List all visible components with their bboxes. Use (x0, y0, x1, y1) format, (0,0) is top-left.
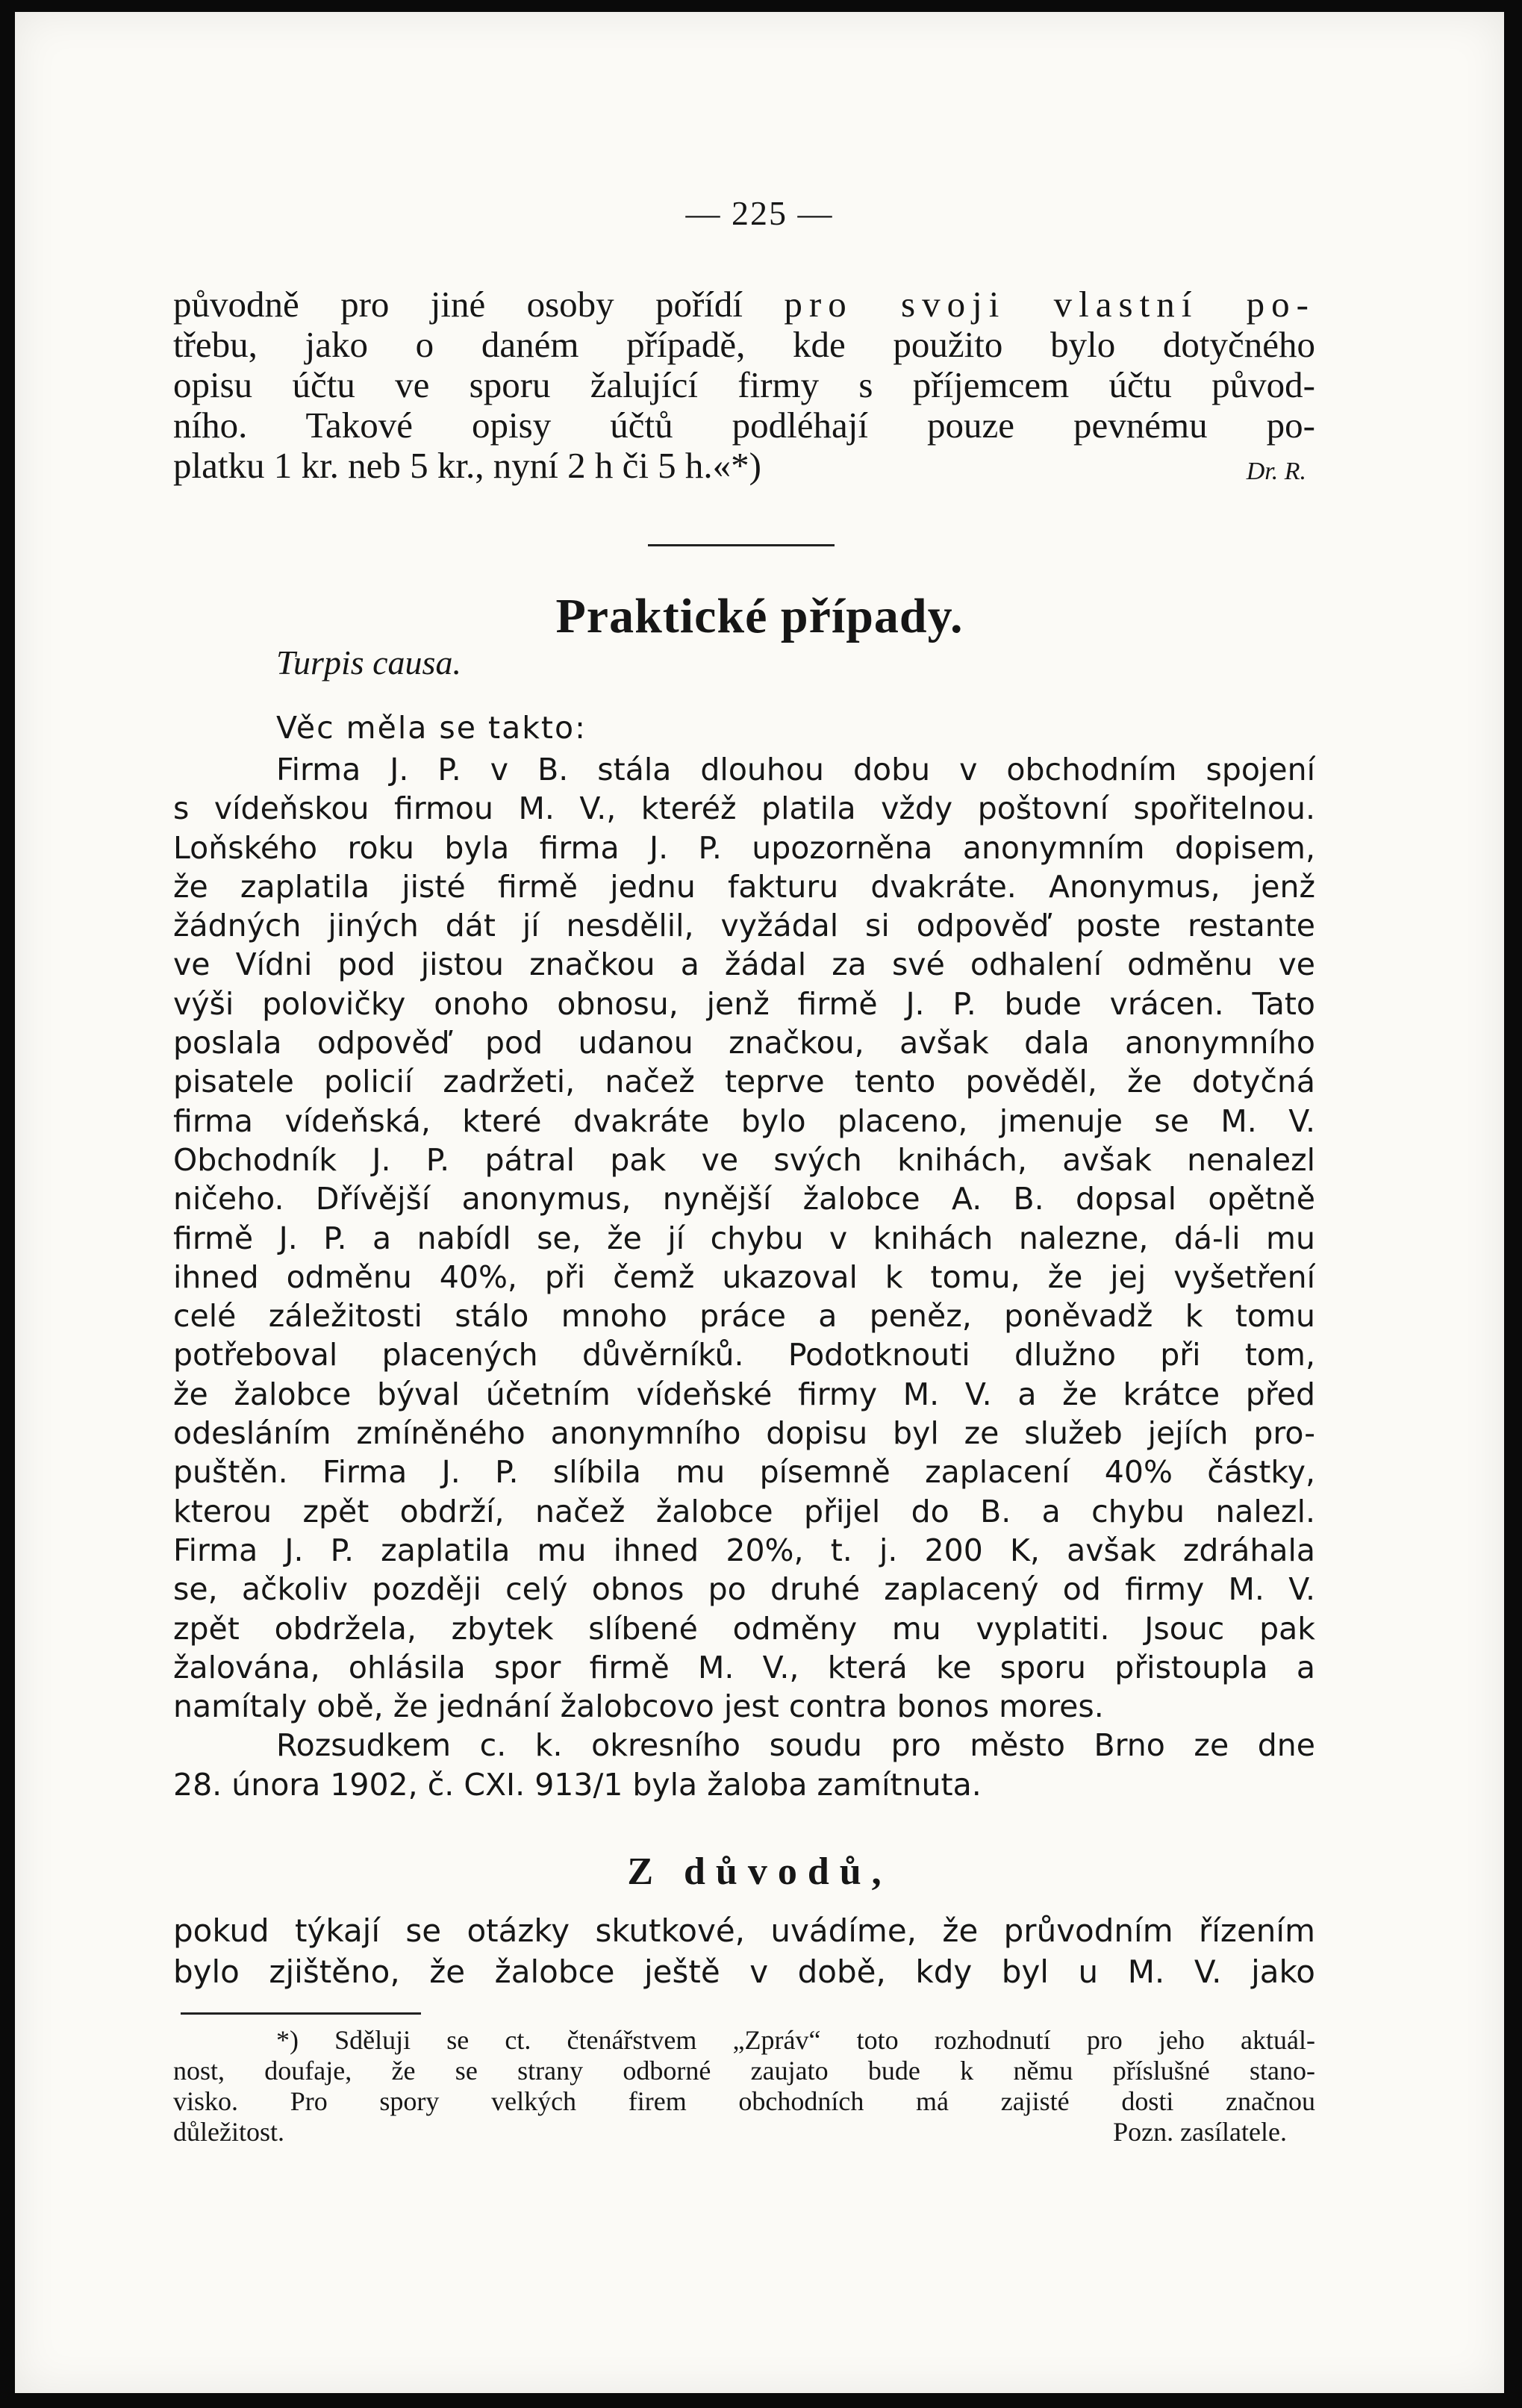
text-line: ničeho. Dřívější anonymus, nynější žalobce A. B. dopsal opětně (173, 1181, 1315, 1217)
text-line: celé záležitosti stálo mnoho práce a peněz, poněvadž k tomu (173, 1298, 1315, 1335)
footnote-signature: Pozn. zasílatele. (1113, 2117, 1287, 2147)
text-line: opisu účtu ve sporu žalující firmy s příjemcem účtu původ- (173, 365, 1315, 405)
footnote-divider (181, 2012, 421, 2015)
text-line: nost, doufaje, že se strany odborné zaujato bude k němu příslušné stano- (173, 2056, 1315, 2086)
text-line: zpět obdržela, zbytek slíbené odměny mu vyplatiti. Jsouc pak (173, 1610, 1315, 1647)
text-line: žádných jiných dát jí nesdělil, vyžádal si odpověď poste restante (173, 908, 1315, 944)
text-line: Firma J. P. v B. stála dlouhou dobu v obchodním spojení (276, 752, 1315, 787)
text-line: se, ačkoliv později celý obnos po druhé zaplacený od firmy M. V. (173, 1571, 1315, 1608)
text-line: potřeboval placených důvěrníků. Podotknouti dlužno při tom, (173, 1337, 1315, 1373)
text-line: ního. Takové opisy účtů podléhají pouze pevnému po- (173, 405, 1315, 446)
text-line: poslala odpověď pod udanou značkou, avšak dala anonymního (173, 1025, 1315, 1061)
text-line (173, 446, 1315, 492)
text-line: že zaplatila jisté firmě jednu fakturu dvakráte. Anonymus, jenž (173, 868, 1315, 905)
text-line: Rozsudkem c. k. okresního soudu pro město Brno ze dne (276, 1727, 1315, 1764)
case-title: Turpis causa. (276, 643, 461, 681)
text-line: 28. února 1902, č. CXI. 913/1 byla žaloba zamítnuta. (173, 1766, 982, 1803)
text-line: Obchodník J. P. pátral pak ve svých knihách, avšak nenalezl (173, 1141, 1315, 1178)
text-line: žalována, ohlásila spor firmě M. V., která ke sporu přistoupla a (173, 1649, 1315, 1685)
text-line-part: původně pro jiné osoby pořídí (173, 284, 743, 325)
text-line: odesláním zmíněného anonymního dopisu byl ze služeb jejích pro- (173, 1415, 1315, 1452)
text-line: firma vídeňská, které dvakráte bylo placeno, jmenuje se M. V. (173, 1102, 1315, 1139)
text-line: firmě J. P. a nabídl se, že jí chybu v knihách nalezne, dá-li mu (173, 1220, 1315, 1256)
text-line: výši polovičky onoho obnosu, jenž firmě J. P. bude vrácen. Tato (173, 985, 1315, 1022)
paragraph-lines (173, 750, 1315, 1726)
text-line (173, 284, 1315, 325)
text-line: *) Sděluji se ct. čtenářstvem „Zpráv“ toto rozhodnutí pro jeho aktuál- (276, 2025, 1315, 2055)
author-signature: Dr. R. (1246, 458, 1306, 485)
divider (648, 544, 835, 546)
text-line-part: platku 1 kr. neb 5 kr., nyní 2 h či 5 h.«*) (173, 445, 761, 486)
text-line: bylo zjištěno, že žalobce ještě v době, kdy byl u M. V. jako (173, 1953, 1315, 1990)
page-number: — 225 — (685, 194, 834, 232)
text-line: kterou zpět obdrží, načež žalobce přijel do B. a chybu nalezl. (173, 1493, 1315, 1529)
footnote-text: důležitost. (173, 2117, 284, 2147)
text-line: namítaly obě, že jednání žalobcovo jest contra bonos mores. (173, 1688, 1104, 1725)
reasons-paragraph (173, 1910, 1315, 1992)
text-line: ve Vídni pod jistou značkou a žádal za své odhalení odměnu ve (173, 946, 1315, 983)
footnote-lines (173, 2025, 1315, 2117)
text-line: s vídeňskou firmou M. V., kteréž platila vždy poštovní spořitelnou. (173, 790, 1315, 827)
text-line: třebu, jako o daném případě, kde použito bylo dotyčného (173, 325, 1315, 365)
text-line: Firma J. P. zaplatila mu ihned 20%, t. j. 200 K, avšak zdráhala (173, 1532, 1315, 1568)
intro-paragraph (173, 284, 1315, 492)
footnote (173, 2025, 1315, 2147)
case-paragraph (173, 750, 1315, 1804)
text-line: ihned odměnu 40%, při čemž ukazoval k tomu, že jej vyšetření (173, 1258, 1315, 1295)
document-page (15, 12, 1504, 2393)
section-title: Praktické případy. (555, 589, 964, 643)
case-intro: Věc měla se takto: (276, 710, 587, 746)
text-line: Loňského roku byla firma J. P. upozorněna anonymním dopisem, (173, 829, 1315, 866)
text-line: že žalobce býval účetním vídeňské firmy M. V. a že krátce před (173, 1376, 1315, 1412)
paragraph-lines (173, 1726, 1315, 1804)
spaced-text: pro svoji vlastní po- (784, 284, 1315, 325)
reasons-title: Z důvodů, (627, 1850, 892, 1893)
text-line: puštěn. Firma J. P. slíbila mu písemně zaplacení 40% částky, (173, 1454, 1315, 1491)
text-line: visko. Pro spory velkých firem obchodních má zajisté dosti značnou (173, 2086, 1315, 2116)
text-line: pokud týkají se otázky skutkové, uvádíme, že průvodním řízením (173, 1912, 1315, 1949)
footnote-last-line (173, 2117, 1315, 2147)
paragraph-lines (173, 1910, 1315, 1992)
text-line: pisatele policií zadržeti, načež teprve tento pověděl, že dotyčná (173, 1064, 1315, 1100)
